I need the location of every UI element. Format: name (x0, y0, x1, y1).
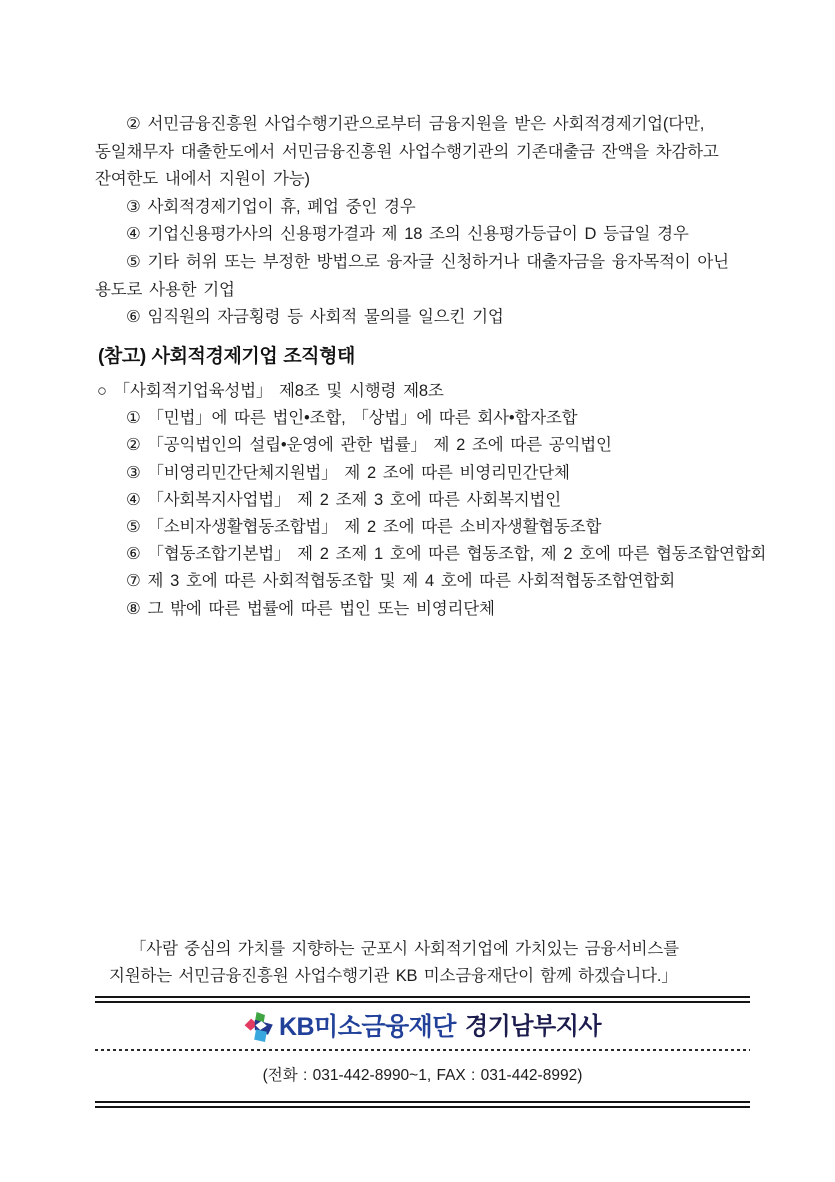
reference-item: ⑦ 제 3 호에 따른 사회적협동조합 및 제 4 호에 따른 사회적협동조합연합회 (126, 572, 675, 591)
brand-logo (95, 1005, 750, 1049)
kb-pinwheel-icon (244, 1012, 274, 1042)
exclusion-line: 잔여한도 내에서 지원이 가능) (95, 170, 310, 189)
exclusion-line: ⑤ 기타 허위 또는 부정한 방법으로 융자글 신청하거나 대출자금을 융자목적이 아닌 (126, 252, 729, 271)
brand-name: KB미소금융재단 (278, 1012, 456, 1041)
reference-item-list (95, 405, 767, 623)
contact-line: (전화 : 031-442-8990~1, FAX : 031-442-8992) (262, 1066, 583, 1084)
exclusion-list (95, 111, 750, 332)
reference-item: ④ 「사회복지사업법」 제 2 조제 3 호에 따른 사회복지법인 (126, 490, 561, 509)
closing-quote (95, 936, 750, 991)
branch-name: 경기남부지사 (464, 1012, 602, 1040)
exclusion-line: ⑥ 임직원의 자금횡령 등 사회적 물의를 일으킨 기업 (126, 308, 504, 327)
exclusion-line: 동일채무자 대출한도에서 서민금융진흥원 사업수행기관의 기존대출금 잔액을 차감하고 (95, 142, 719, 161)
reference-item: ⑤ 「소비자생활협동조합법」 제 2 조에 따른 소비자생활협동조합 (126, 518, 602, 537)
footer-block (95, 936, 750, 1108)
exclusion-line: ③ 사회적경제기업이 휴, 폐업 중인 경우 (126, 197, 416, 216)
reference-item: ② 「공익법인의 설립•운영에 관한 법률」 제 2 조에 따른 공익법인 (126, 436, 612, 455)
exclusion-line: ④ 기업신용평가사의 신용평가결과 제 18 조의 신용평가등급이 D 등급일 경우 (126, 225, 689, 244)
reference-item: ⑥ 「협동조합기본법」 제 2 조제 1 호에 따른 협동조합, 제 2 호에 따른 협동조합연합회 (126, 545, 767, 564)
reference-section (95, 345, 767, 623)
reference-item: ③ 「비영리민간단체지원법」 제 2 조에 따른 비영리민간단체 (126, 463, 570, 482)
exclusion-line: 용도로 사용한 기업 (95, 280, 235, 299)
double-rule-bottom (95, 1101, 750, 1108)
quote-line: 지원하는 서민금융진흥원 사업수행기관 KB 미소금융재단이 함께 하겠습니다.」 (109, 967, 678, 986)
quote-line: 「사람 중심의 가치를 지향하는 군포시 사회적기업에 가치있는 금융서비스를 (130, 940, 679, 958)
reference-intro: ○ 「사회적기업육성법」 제8조 및 시행령 제8조 (97, 382, 444, 400)
double-rule-top (95, 996, 750, 1003)
reference-item: ⑧ 그 밖에 따른 법률에 따른 법인 또는 비영리단체 (126, 599, 495, 618)
reference-item: ① 「민법」에 따른 법인•조합, 「상법」에 따른 회사•합자조합 (126, 409, 578, 428)
section-heading: (참고) 사회적경제기업 조직형태 (98, 346, 356, 367)
exclusion-line: ② 서민금융진흥원 사업수행기관으로부터 금융지원을 받은 사회적경제기업(다만, (126, 115, 705, 133)
